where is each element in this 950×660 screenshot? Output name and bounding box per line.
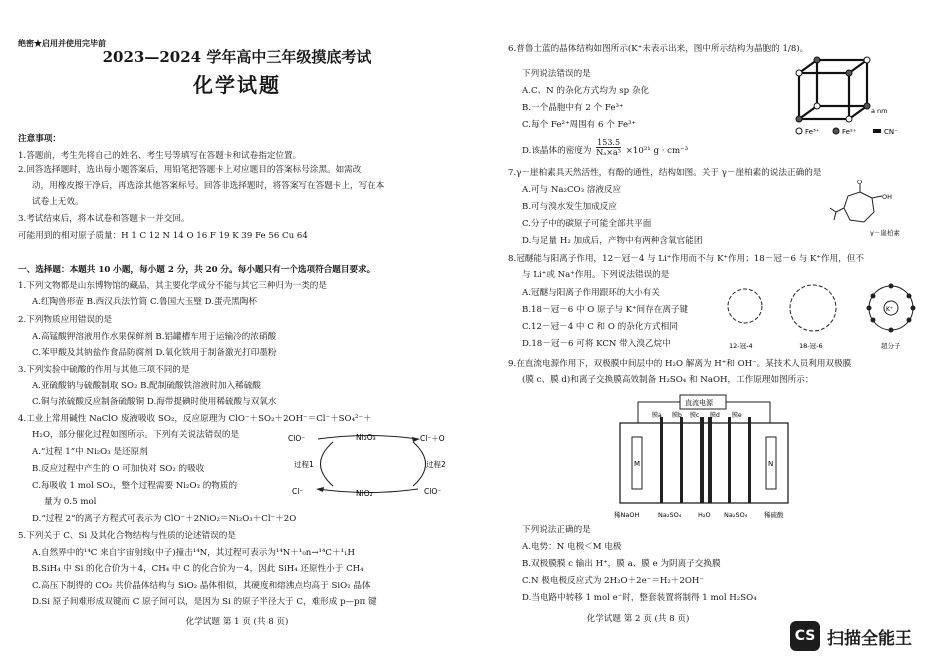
q4-stem: H₂O，部分催化过程如图所示。下列有关说法错误的是 [32,430,240,440]
q5-stem: 5.下列关于 C、Si 及其化合物结构与性质的论述错误的是 [18,531,236,541]
legend-fe2: Fe²⁺ [842,128,857,136]
q6-option-c: C.每个 Fe²⁺周围有 6 个 Fe³⁺ [522,120,637,130]
legend-fe3: Fe³⁺ [805,128,820,136]
q6-option-a: A.C、N 的杂化方式均为 sp 杂化 [522,86,650,96]
secret-label: 绝密★启用并使用完毕前 [18,38,106,48]
q7-option-c: C.分子中的碳原子可能全部共平面 [522,219,652,229]
page-1 [18,0,456,660]
membrane-label: 膜c [690,412,700,419]
catalytic-cycle-diagram [288,430,458,498]
q9-stem: (膜 c、膜 d)和离子交换膜高效制备 H₂SO₄ 和 NaOH，工作原理如图所示： [522,375,814,385]
molecule-structure [830,180,910,240]
membrane-label: 膜a [652,412,662,419]
note-line: 3.考试结束后，将本试卷和答题卡一并交回。 [18,214,190,224]
q3-stem: 3.下列实验中硫酸的作用与其他三项不同的是 [18,365,190,375]
q1-stem: 1.下列文物都是山东博物馆的藏品，其主要化学成分不能与其它三种归为一类的是 [18,281,327,291]
exam-title: 2023—2024 学年高中三年级摸底考试 [102,48,372,66]
fraction-denominator: Nₐ×a³ [596,148,621,157]
q9-option-a: A.电势：N 电极＜M 电极 [522,542,622,552]
cycle-label: Cl⁻ [292,487,304,496]
cycle-label: ClO⁻ [288,434,306,443]
crown-caption: 12-冠-4 [729,342,753,350]
q8-option-b: B.18－冠－6 中 O 原子与 K⁺间存在离子键 [522,305,689,315]
process1-arc [321,442,334,486]
membrane-label: 膜e [732,412,742,419]
page-footer: 化学试题 第 1 页 (共 8 页) [185,617,289,627]
oxygen-label: O [857,180,863,186]
molecule-caption: γ－崖柏素 [870,229,900,237]
q2-options: A.高锰酸钾溶液用作水果保鲜剂 B.铝罐槽车用于运输冷的浓硝酸 [32,332,277,342]
electrode-label: N [768,460,774,468]
note-line: 2.回答选择题时，选出每小题答案后，用铅笔把答题卡上对应题目的答案标号涂黑。如需改 [18,165,362,175]
q3-options: C.铜与浓硫酸反应制备硫酸铜 D.海带提碘时使用稀硫酸与双氧水 [32,397,277,407]
cycle-label: Ni₂O₃ [356,433,376,442]
solution-label: 稀硫酸 [764,511,784,519]
cycle-label: 过程1 [294,460,314,469]
solution-label: H₂O [698,511,711,519]
q8-option-d: D.18－冠－6 可将 KCN 带入溴乙烷中 [522,339,671,349]
power-label: 直流电源 [685,399,713,407]
cycle-label: NiO₂ [356,489,373,498]
solution-label: Na₂SO₄ [658,511,682,519]
potassium-ion-label: K⁺ [886,306,894,313]
page-2 [508,0,938,660]
q4-option-b: B.反应过程中产生的 O 可加快对 SO₂ 的吸收 [32,464,205,474]
q6-sub: 下列说法错误的是 [522,69,591,79]
q5-option-a: A.自然界中的¹⁴C 来自宇宙射线(中子)撞击¹⁴N，其过程可表示为¹⁴N＋¹₀n→¹⁴C＋¹₁H [32,548,355,558]
q9-sub: 下列说法正确的是 [522,525,591,535]
q8-stem: 8.冠醚能与阳离子作用，12－冠－4 与 Li⁺作用而不与 K⁺作用；18－冠－6 与 K⁺作用，但不 [508,254,864,264]
q9-stem: 9.在直流电源作用下，双极膜中间层中的 H₂O 解离为 H⁺和 OH⁻。某技术人员利用双极膜 [508,359,852,369]
q9-option-d: D.当电路中转移 1 mol e⁻时，整套装置将制得 1 mol H₂SO₄ [522,593,757,603]
q6-option-b: B.一个晶胞中有 2 个 Fe³⁺ [522,103,624,113]
q4-option-c: C.每吸收 1 mol SO₂，整个过程需要 Ni₂O₃ 的物质的 [32,481,238,491]
hydroxyl-label: OH [882,193,893,201]
density-fraction [596,138,621,157]
q6-d-suffix: ×10²¹ g · cm⁻³ [625,146,689,156]
q2-options: C.苯甲酸及其钠盐作食品防腐剂 D.氧化铁用于制备激光打印墨粉 [32,348,277,358]
section-title: 一、选择题：本题共 10 小题，每小题 2 分，共 20 分。每小题只有一个选项符合题目要求。 [18,265,376,275]
q3-options: A.亚硫酸钠与硫酸制取 SO₂ B.配制硫酸铁溶液时加入稀硫酸 [32,381,261,391]
q5-option-c: C.高压下制得的 CO₂ 共价晶体结构与 SiO₂ 晶体相似，其硬度和熔沸点均高于 SiO₂ 晶体 [32,581,371,591]
subject-title: 化学试题 [193,73,281,97]
fraction-numerator: 153.5 [597,138,621,147]
electrode-label: M [634,460,641,468]
q1-options: A.红陶兽形壶 B.西汉兵法竹简 C.鲁国大玉璧 D.蛋壳黑陶杯 [32,297,257,307]
watermark-text: 扫描全能王 [827,628,912,649]
q7-option-d: D.与足量 H₂ 加成后，产物中有两种含氧官能团 [522,236,703,246]
atomic-masses: 可能用到的相对原子质量：H 1 C 12 N 14 O 16 F 19 K 39 Fe 56 Cu 64 [18,231,308,241]
cycle-label: 过程2 [426,460,446,469]
note-line: 试卷上无效。 [32,197,84,207]
q4-option-d: D.“过程 2”的离子方程式可表示为 ClO⁻＋2NiO₂＝Ni₂O₃＋Cl⁻＋2O [32,514,297,524]
note-line: 动，用橡皮擦干净后，再选涂其他答案标号。回答非选择题时，将答案写在答题卡上，写在本 [32,181,385,191]
membrane-label: 膜d [710,412,720,419]
q7-option-a: A.可与 Na₂CO₃ 溶液反应 [522,185,622,195]
solution-label: Na₂SO₄ [724,511,748,519]
process2-arc [413,442,426,486]
cube-front-face [799,73,849,119]
q4-stem: 4.工业上常用碱性 NaClO 废液吸收 SO₂，反应原理为 ClO⁻＋SO₂＋2OH⁻＝Cl⁻＋SO₄²⁻＋ [18,414,372,424]
legend-cn: CN⁻ [884,128,898,136]
q4-option-a: A.“过程 1”中 Ni₂O₃ 是还原剂 [32,447,148,457]
q5-option-b: B.SiH₄ 中 Si 的化合价为＋4，CH₄ 中 C 的化合价为－4，因此 SiH₄ 还原性小于 CH₄ [32,564,364,574]
q6-stem: 6.普鲁士蓝的晶体结构如图所示(K⁺未表示出来，图中所示结构为晶胞的 1/8)。 [508,44,809,54]
q9-option-c: C.N 极电极反应式为 2H₂O＋2e⁻＝H₂＋2OH⁻ [522,576,704,586]
scanner-watermark [790,619,940,653]
q8-option-c: C.12－冠－4 中 C 和 O 的杂化方式相同 [522,322,678,332]
cs-logo-icon: CS [790,621,820,651]
q7-stem: 7.γ－崖柏素具天然活性，有酚的通性，结构如图。关于 γ－崖柏素的说法正确的是 [508,168,822,178]
electrolysis-diagram [608,393,798,521]
cube-back-face [817,60,867,106]
page-footer: 化学试题 第 2 页 (共 8 页) [586,614,690,624]
cycle-label: Cl⁻＋O [420,434,445,443]
crown-ether-diagrams [723,280,938,352]
q9-option-b: B.双极膜膜 c 输出 H⁺，膜 a、膜 e 为阴离子交换膜 [522,559,721,569]
q7-option-b: B.可与溴水发生加成反应 [522,202,617,212]
q8-stem: 与 Li⁺或 Na⁺作用。下列说法错误的是 [522,270,670,280]
q4-option-c: 量为 0.5 mol [44,497,97,507]
crown-caption: 18-冠-6 [799,342,823,350]
q6-option-d [508,138,689,160]
cycle-label: ClO⁻ [424,487,442,496]
notes-title: 注意事项： [18,134,61,144]
edge-label: a nm [871,107,888,115]
crown-caption: 超分子 [881,342,901,350]
solution-label: 稀NaOH [614,511,640,519]
q2-stem: 2.下列物质应用错误的是 [18,315,113,325]
q6-d-prefix: D.该晶体的密度为 [522,146,592,156]
membrane-label: 膜b [672,412,682,419]
note-line: 1.答题前，考生先将自己的姓名、考生号等填写在答题卡和试卷指定位置。 [18,151,302,161]
crystal-cell-diagram [791,55,931,137]
q5-option-d: D.Si 原子间难形成双键而 C 原子间可以，是因为 Si 的原子半径大于 C，难形成 p—pπ 键 [32,597,377,607]
q8-option-a: A.冠醚与阳离子作用跟环的大小有关 [522,288,660,298]
